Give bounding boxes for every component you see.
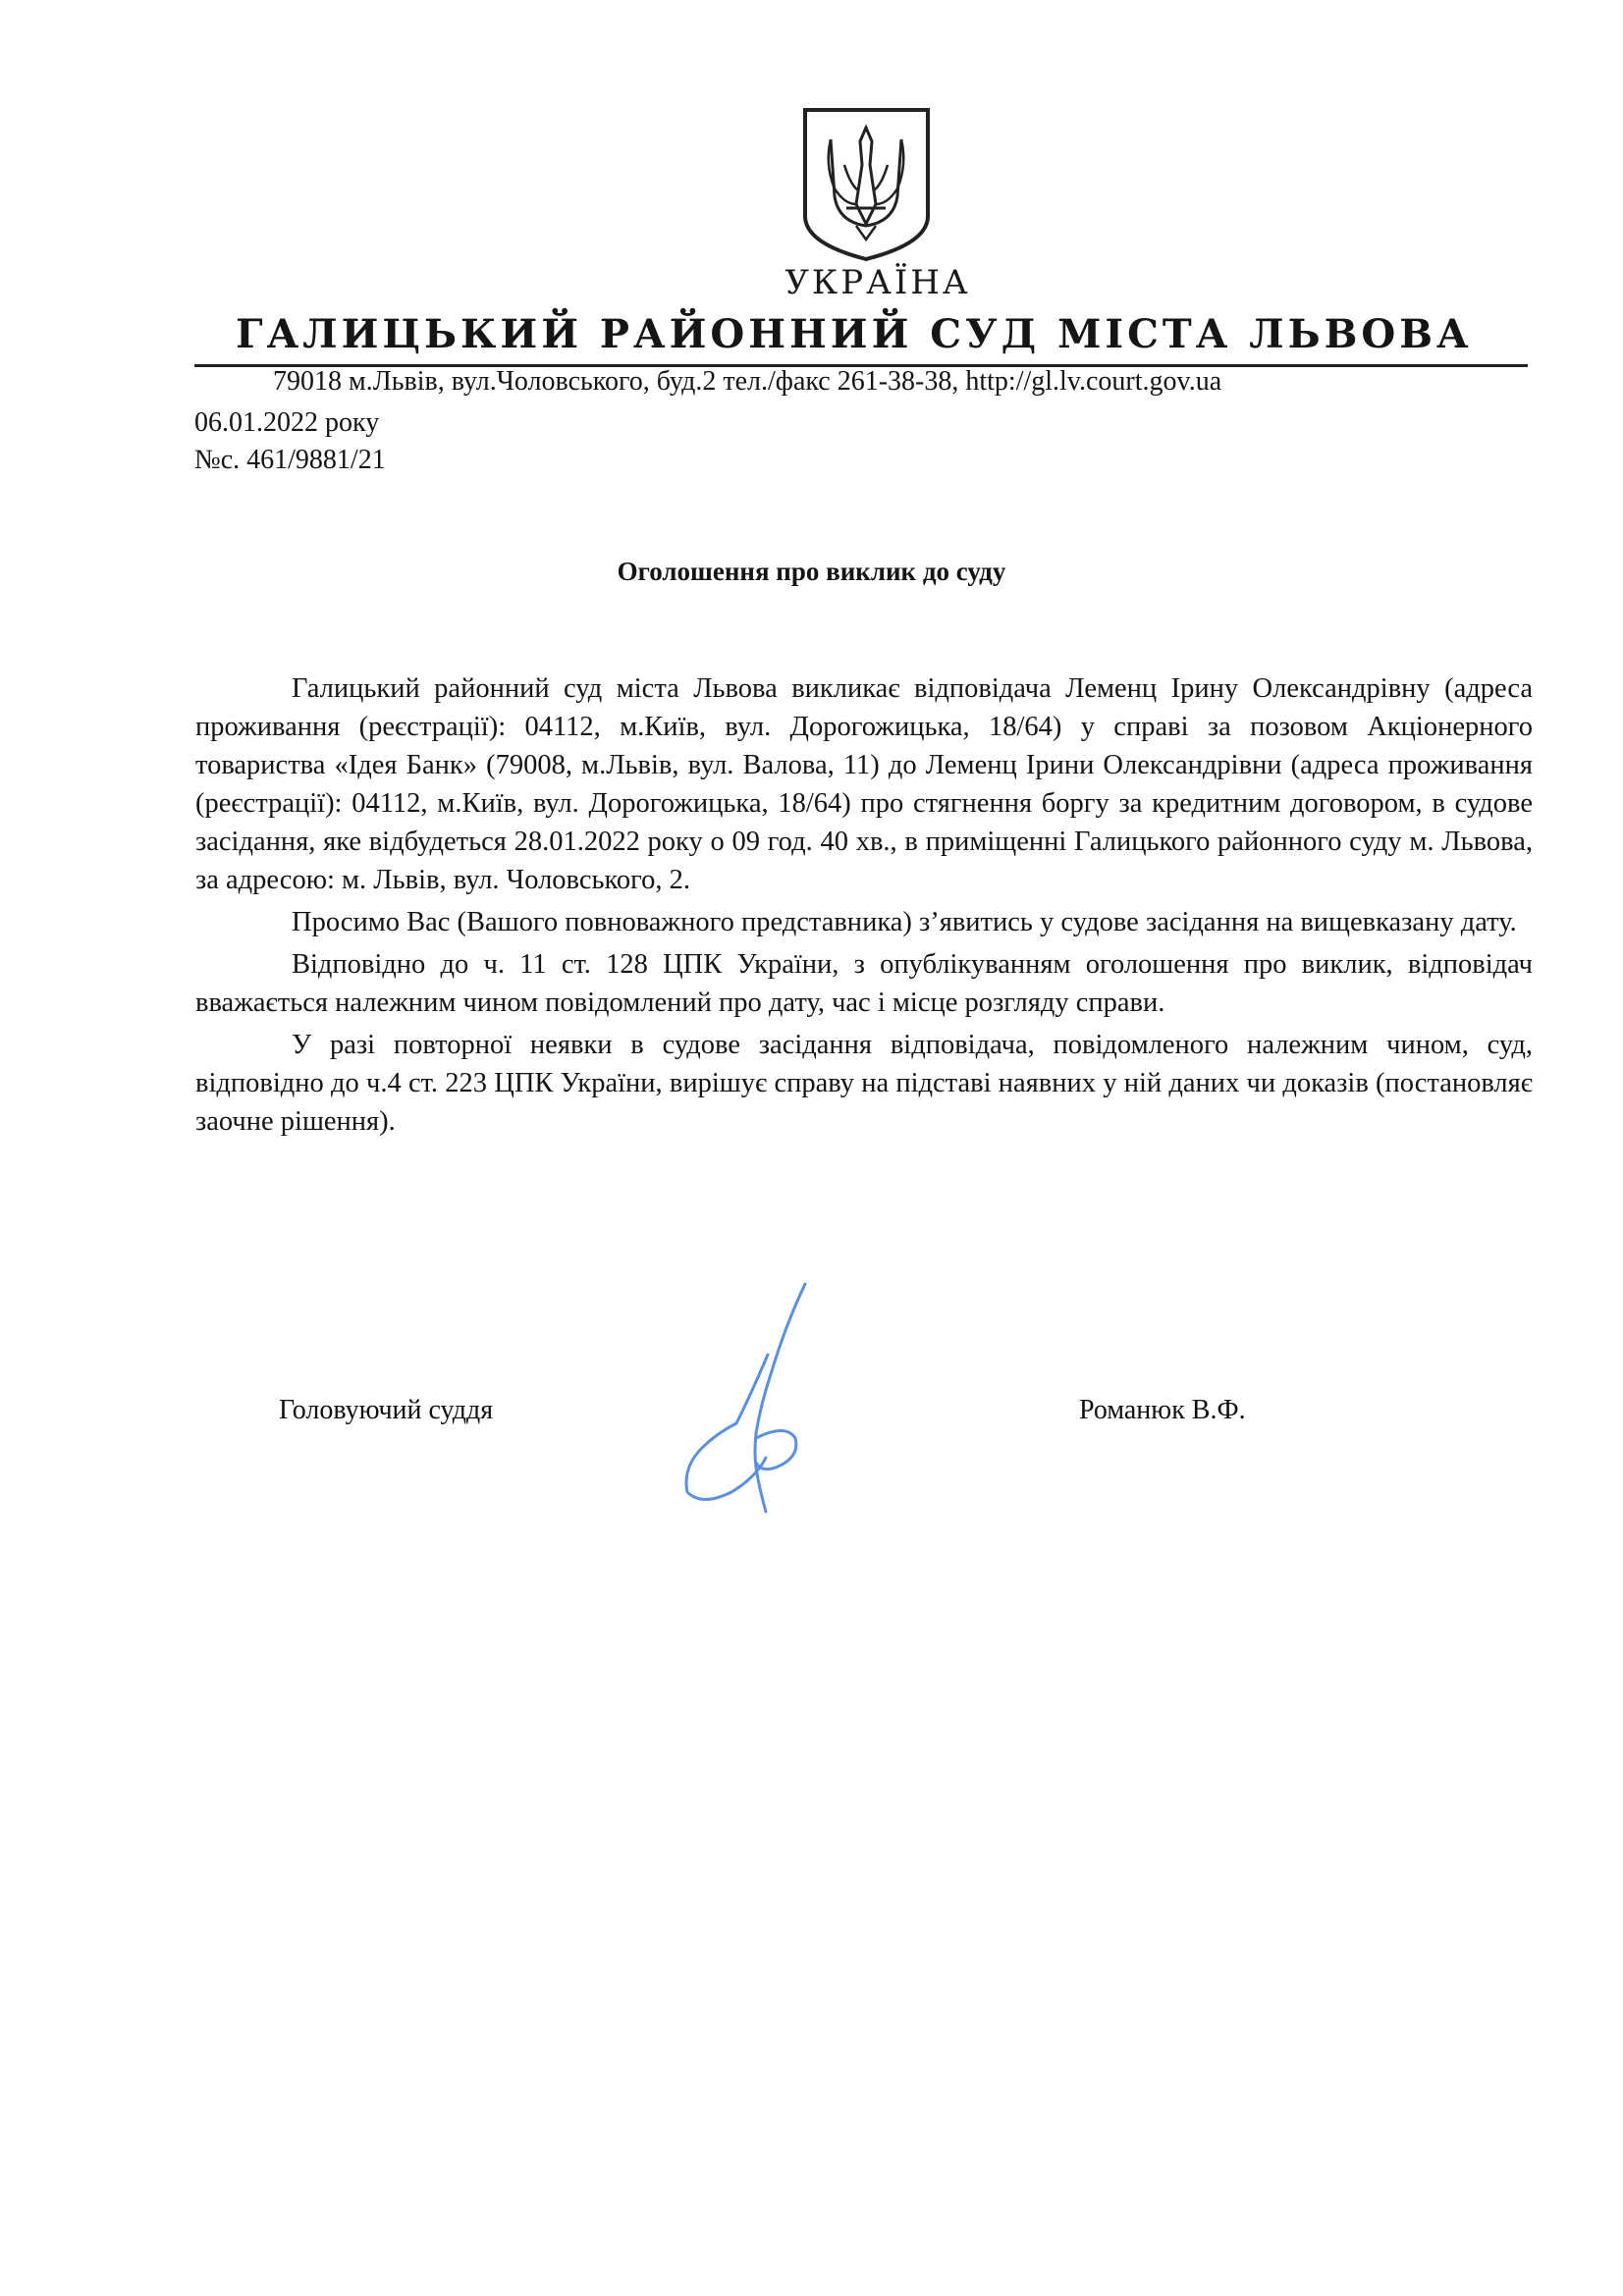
case-number: №с. 461/9881/21: [194, 445, 386, 475]
judge-role-label: Головуючий суддя: [279, 1395, 494, 1425]
document-body: [195, 669, 1533, 1145]
body-paragraph: Просимо Вас (Вашого повноважного представника) з’явитись у судове засідання на вищевказану дату.: [292, 907, 1517, 937]
body-paragraph: Відповідно до ч. 11 ст. 128 ЦПК України, з опублікуванням оголошення про виклик, відповідач вважається належним чином повідомлений про дату, час і місце розгляду справи.: [195, 949, 1533, 1018]
country-name: УКРАЇНА: [784, 263, 971, 302]
coat-of-arms-icon: [801, 106, 932, 263]
document-date: 06.01.2022 року: [194, 407, 380, 438]
handwritten-signature: [658, 1266, 825, 1531]
judge-name: Романюк В.Ф.: [1079, 1395, 1246, 1425]
court-address: 79018 м.Львів, вул.Чоловського, буд.2 тел./факс 261-38-38, http://gl.lv.court.gov.ua: [273, 366, 1222, 397]
document-title: Оголошення про виклик до суду: [617, 557, 1006, 586]
court-name: ГАЛИЦЬКИЙ РАЙОННИЙ СУД МІСТА ЛЬВОВА: [236, 311, 1473, 357]
body-paragraph: Галицький районний суд міста Львова викликає відповідача Леменц Ірину Олександрівну (адреса проживання (реєстрації): 04112, м.Київ, вул. Дорогожицька, 18/64) у справі за позовом Акціонерного товариства «Ідея Банк» (79008, м.Львів, вул. Валова, 11) до Леменц Ірини Олександрівни (адреса проживання (реєстрації): 04112, м.Київ, вул. Дорогожицька, 18/64) про стягнення боргу за кредитним договором, в судове засідання, яке відбудеться 28.01.2022 року о 09 год. 40 хв., в приміщенні Галицького районного суду м. Львова, за адресою: м. Львів, вул. Чоловського, 2.: [195, 673, 1533, 895]
body-paragraph: У разі повторної неявки в судове засідання відповідача, повідомленого належним чином, суд, відповідно до ч.4 ст. 223 ЦПК України, вирішує справу на підставі наявних у ній даних чи доказів (постановляє заочне рішення).: [195, 1030, 1533, 1137]
